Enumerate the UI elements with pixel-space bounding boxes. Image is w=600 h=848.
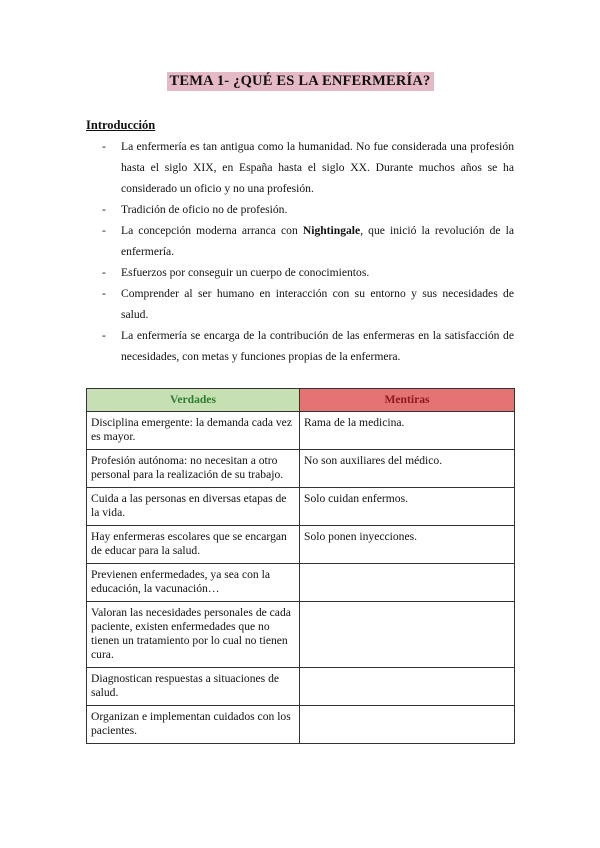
bullet-text-before: La concepción moderna arranca con <box>121 224 303 237</box>
bullet-item <box>86 136 514 199</box>
mentira-cell <box>300 564 515 602</box>
bullet-dash: - <box>102 266 106 279</box>
verdad-cell: Organizan e implementan cuidados con los pacientes. <box>87 706 300 744</box>
verdad-cell: Diagnostican respuestas a situaciones de salud. <box>87 668 300 706</box>
verdad-cell: Valoran las necesidades personales de cada paciente, existen enfermedades que no tienen un tratamiento por lo cual no tienen cura. <box>87 602 300 668</box>
table-row <box>87 602 515 668</box>
bullet-dash: - <box>102 203 106 216</box>
mentira-cell: Solo ponen inyecciones. <box>300 526 515 564</box>
bullet-dash: - <box>102 140 106 153</box>
bullet-text: Esfuerzos por conseguir un cuerpo de conocimientos. <box>121 266 370 279</box>
title-wrapper <box>0 72 600 91</box>
table-row <box>87 706 515 744</box>
verdad-cell: Cuida a las personas en diversas etapas de la vida. <box>87 488 300 526</box>
verdad-cell: Previenen enfermedades, ya sea con la educación, la vacunación… <box>87 564 300 602</box>
table-header-row <box>87 389 515 412</box>
verdad-cell: Profesión autónoma: no necesitan a otro personal para la realización de su trabajo. <box>87 450 300 488</box>
mentira-cell <box>300 668 515 706</box>
bullet-dash: - <box>102 287 106 300</box>
page-title: TEMA 1- ¿QUÉ ES LA ENFERMERÍA? <box>167 72 434 91</box>
mentira-cell <box>300 602 515 668</box>
table-row <box>87 564 515 602</box>
verdad-cell: Disciplina emergente: la demanda cada vez es mayor. <box>87 412 300 450</box>
table-row <box>87 488 515 526</box>
table-row <box>87 450 515 488</box>
mentiras-header: Mentiras <box>300 389 515 412</box>
table-row <box>87 526 515 564</box>
bullet-item <box>86 283 514 325</box>
bullet-item <box>86 220 514 262</box>
intro-bullet-list <box>86 136 514 367</box>
verdades-mentiras-table <box>86 388 515 744</box>
bullet-dash: - <box>102 329 106 342</box>
table-row <box>87 668 515 706</box>
bullet-item <box>86 325 514 367</box>
bullet-text: La enfermería se encarga de la contribución de las enfermeras en la satisfacción de necesidades, con metas y funciones propias de la enfermera. <box>121 329 514 363</box>
mentira-cell <box>300 706 515 744</box>
bullet-text: Tradición de oficio no de profesión. <box>121 203 288 216</box>
table-row <box>87 412 515 450</box>
nightingale-name: Nightingale <box>302 224 361 237</box>
bullet-text: La enfermería es tan antigua como la humanidad. No fue considerada una profesión hasta el siglo XIX, en España hasta el siglo XX. Durante muchos años se ha considerado un oficio y no una profesión. <box>121 140 514 195</box>
bullet-item <box>86 262 514 283</box>
mentira-cell: Rama de la medicina. <box>300 412 515 450</box>
bullet-text: Comprender al ser humano en interacción con su entorno y sus necesidades de salud. <box>121 287 514 321</box>
verdades-header: Verdades <box>87 389 300 412</box>
bullet-text-after: , que inició la revolución de la enfermería. <box>121 224 514 258</box>
mentira-cell: Solo cuidan enfermos. <box>300 488 515 526</box>
mentira-cell: No son auxiliares del médico. <box>300 450 515 488</box>
section-heading: Introducción <box>86 118 156 132</box>
verdad-cell: Hay enfermeras escolares que se encargan de educar para la salud. <box>87 526 300 564</box>
bullet-item <box>86 199 514 220</box>
bullet-dash: - <box>102 224 106 237</box>
